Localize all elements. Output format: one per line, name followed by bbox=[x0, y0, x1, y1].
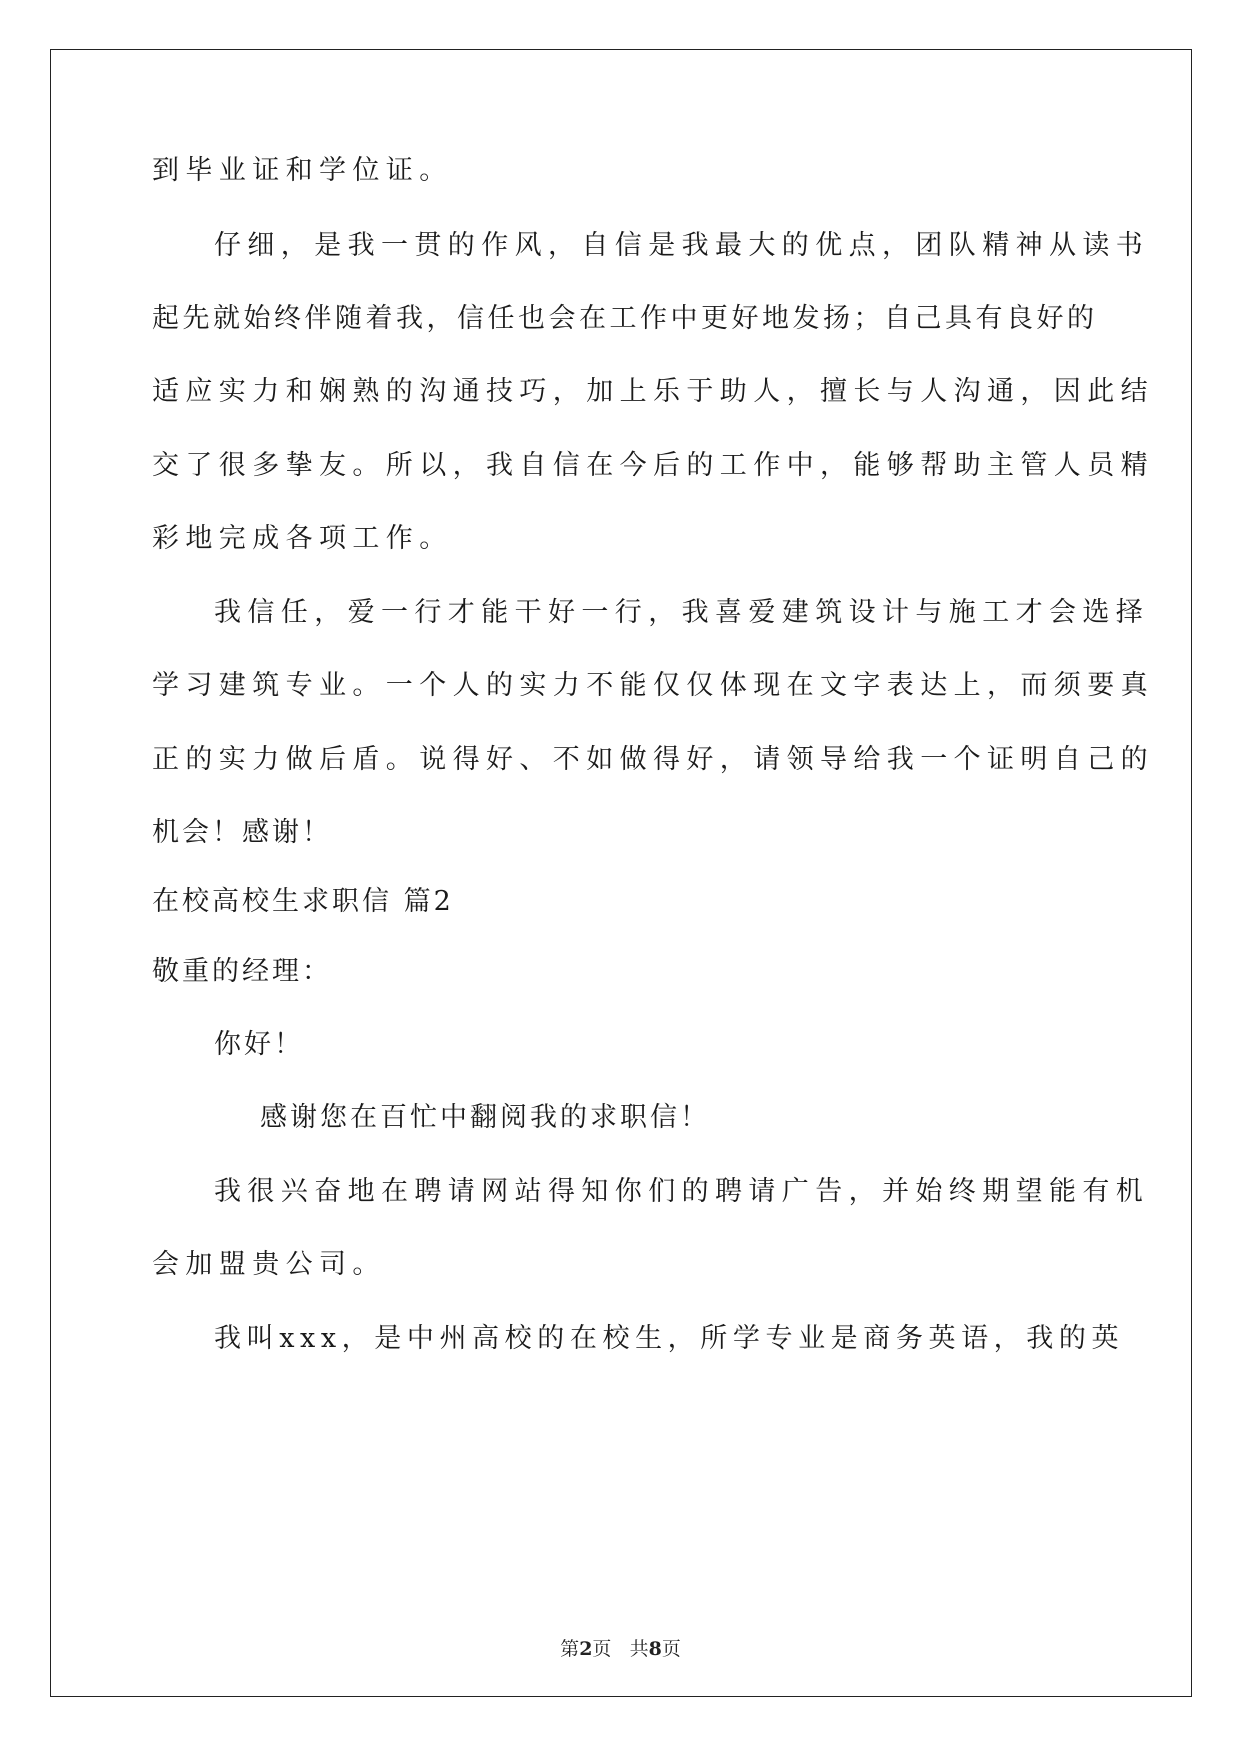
text-line: 适应实力和娴熟的沟通技巧，加上乐于助人，擅长与人沟通，因此结 bbox=[152, 376, 1154, 407]
greeting: 你好！ bbox=[214, 1029, 304, 1060]
thanks-line: 感谢您在百忙中翻阅我的求职信！ bbox=[260, 1102, 710, 1133]
paragraph-line: 仔细，是我一贯的作风，自信是我最大的优点，团队精神从读书 bbox=[214, 230, 1150, 261]
text-line: 会加盟贵公司。 bbox=[152, 1249, 386, 1280]
text-line: 到毕业证和学位证。 bbox=[152, 155, 453, 186]
text-line: 学习建筑专业。一个人的实力不能仅仅体现在文字表达上，而须要真 bbox=[152, 670, 1154, 701]
total-pages: 8 bbox=[648, 1638, 662, 1660]
page-footer bbox=[0, 1634, 1241, 1661]
text-line: 机会！感谢！ bbox=[152, 817, 332, 848]
page-number: 2 bbox=[579, 1638, 593, 1660]
paragraph-line: 我很兴奋地在聘请网站得知你们的聘请广告，并始终期望能有机 bbox=[214, 1176, 1150, 1207]
page-prefix: 第 bbox=[560, 1638, 580, 1660]
section-heading: 在校高校生求职信 篇2 bbox=[152, 886, 454, 917]
page-suffix: 页 bbox=[592, 1638, 612, 1660]
paragraph-line: 我叫xxx，是中州高校的在校生，所学专业是商务英语，我的英 bbox=[214, 1323, 1125, 1354]
text-line: 起先就始终伴随着我，信任也会在工作中更好地发扬；自己具有良好的 bbox=[152, 303, 1098, 334]
salutation: 敬重的经理： bbox=[152, 956, 332, 987]
page-border bbox=[50, 49, 1192, 1697]
total-prefix: 共 bbox=[629, 1638, 649, 1660]
text-line: 彩地完成各项工作。 bbox=[152, 523, 453, 554]
text-line: 正的实力做后盾。说得好、不如做得好，请领导给我一个证明自己的 bbox=[152, 744, 1154, 775]
total-suffix: 页 bbox=[661, 1638, 681, 1660]
paragraph-line: 我信任，爱一行才能干好一行，我喜爱建筑设计与施工才会选择 bbox=[214, 597, 1150, 628]
text-line: 交了很多挚友。所以，我自信在今后的工作中，能够帮助主管人员精 bbox=[152, 450, 1154, 481]
